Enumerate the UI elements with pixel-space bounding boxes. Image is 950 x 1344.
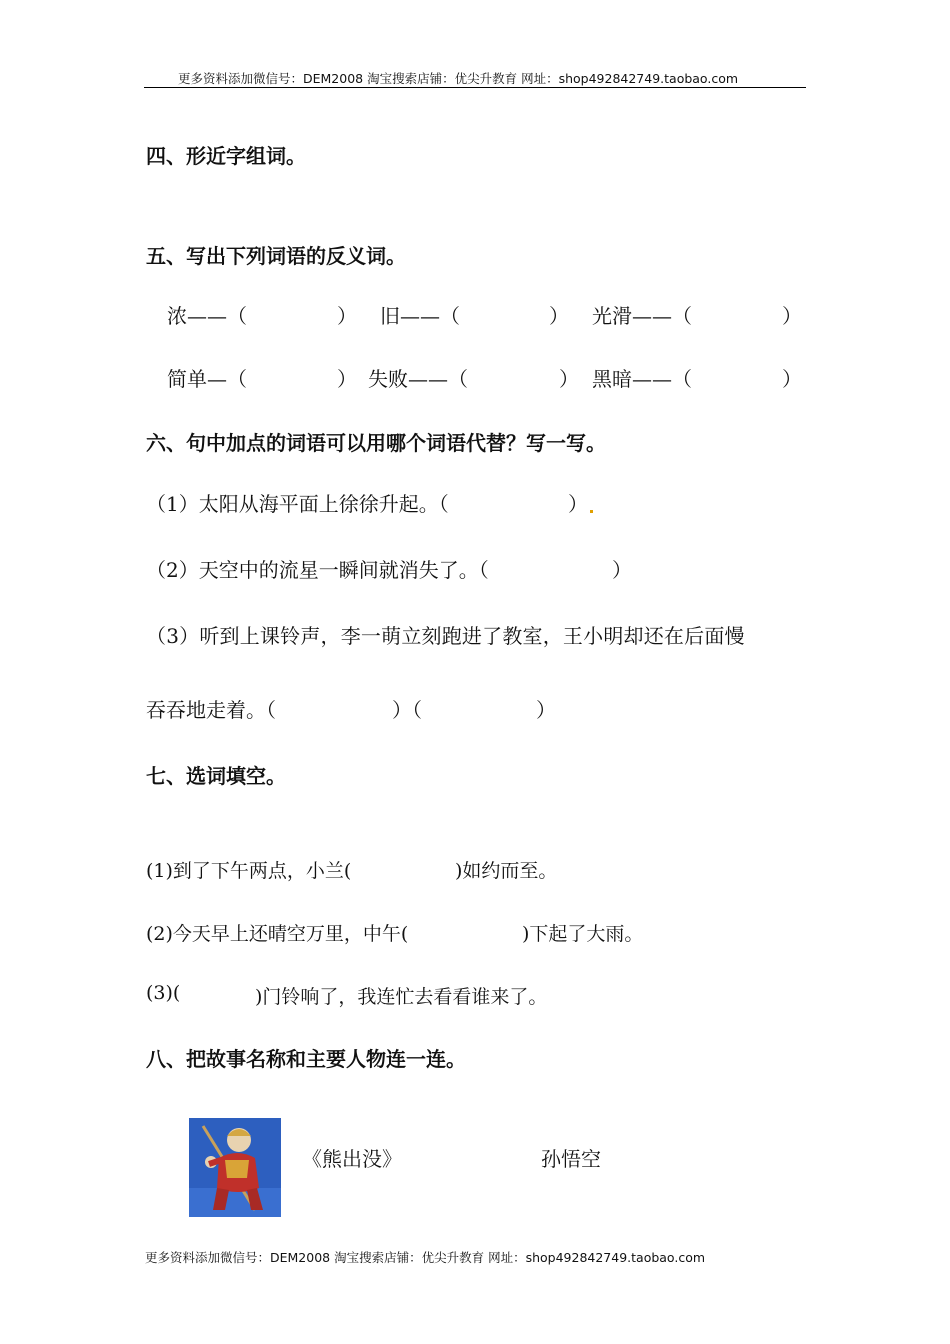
- character-name: 孙悟空: [541, 1147, 601, 1171]
- section-7-title: 七、选词填空。: [146, 764, 286, 788]
- antonym-5-close: ）: [559, 367, 579, 391]
- q6-2-close: ）: [612, 558, 632, 582]
- q6-1-close: ）: [568, 492, 588, 516]
- antonym-3-close: ）: [782, 304, 802, 328]
- q7-3-b: )门铃响了，我连忙去看看谁来了。: [255, 986, 548, 1008]
- q7-1-b: )如约而至。: [455, 860, 558, 882]
- header-watermark: 更多资料添加微信号：DEM2008 淘宝搜索店铺：优尖升教育 网址：shop492842749.taobao.com: [178, 71, 739, 86]
- antonym-2: 旧——（: [380, 304, 460, 328]
- antonym-3: 光滑——（: [592, 304, 692, 328]
- antonym-5: 失败——（: [368, 367, 468, 391]
- q7-2-b: )下起了大雨。: [522, 923, 644, 945]
- q6-2: （2）天空中的流星一瞬间就消失了。（: [146, 558, 489, 582]
- story-name: 《熊出没》: [302, 1147, 402, 1171]
- section-6-title: 六、句中加点的词语可以用哪个词语代替？写一写。: [146, 431, 606, 455]
- q6-3-mid: ）（: [392, 698, 422, 722]
- antonym-4: 简单—（: [167, 367, 247, 391]
- header-rule: [144, 87, 806, 88]
- q7-3-a: (3)(: [146, 982, 181, 1004]
- antonym-1-close: ）: [337, 304, 357, 328]
- section-4-title: 四、形近字组词。: [146, 144, 306, 168]
- antonym-6-close: ）: [782, 367, 802, 391]
- q6-3-close: ）: [536, 698, 556, 722]
- monkey-king-photo: [189, 1118, 281, 1217]
- q6-3-line1: （3）听到上课铃声，李一萌立刻跑进了教室，王小明却还在后面慢: [146, 624, 745, 648]
- antonym-1: 浓——（: [167, 304, 247, 328]
- q6-1: （1）太阳从海平面上徐徐升起。（: [146, 492, 449, 516]
- section-8-title: 八、把故事名称和主要人物连一连。: [146, 1047, 466, 1071]
- antonym-2-close: ）: [549, 304, 569, 328]
- antonym-6: 黑暗——（: [592, 367, 692, 391]
- q7-2-a: (2)今天早上还晴空万里，中午(: [146, 923, 409, 945]
- footer-watermark: 更多资料添加微信号：DEM2008 淘宝搜索店铺：优尖升教育 网址：shop492842749.taobao.com: [145, 1250, 706, 1265]
- dot-mark: [590, 510, 593, 513]
- antonym-4-close: ）: [337, 367, 357, 391]
- q7-1-a: (1)到了下午两点，小兰(: [146, 860, 352, 882]
- section-5-title: 五、写出下列词语的反义词。: [146, 244, 406, 268]
- q6-3-line2: 吞吞地走着。（: [146, 698, 276, 722]
